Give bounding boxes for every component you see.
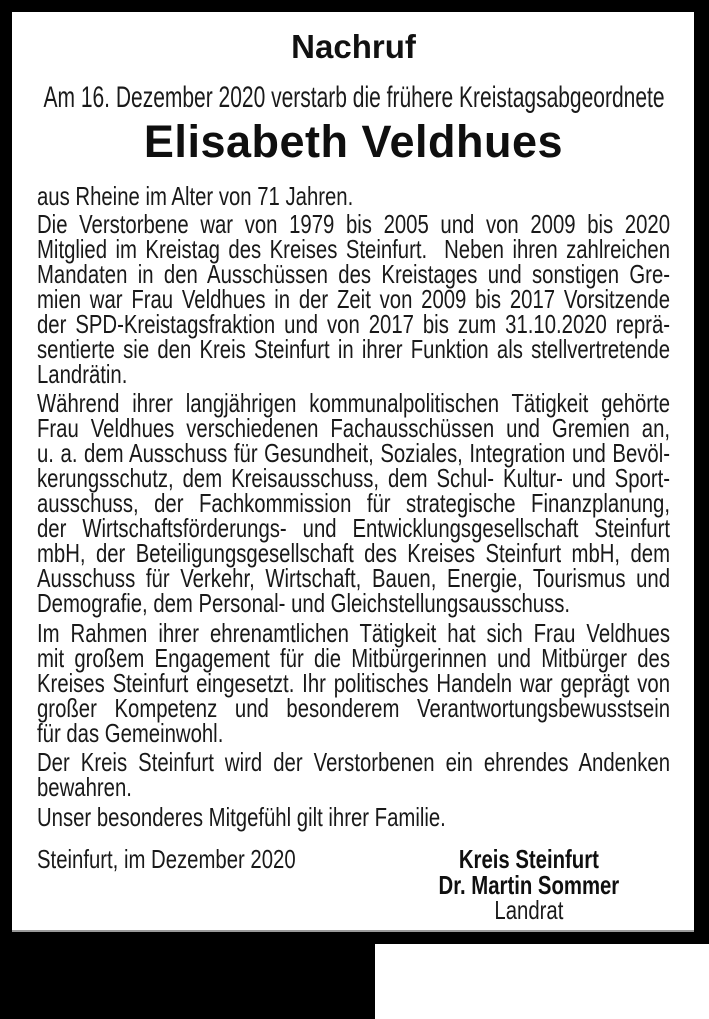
text-line: kerungsschutz, dem Kreisausschuss, dem Schul- Kultur- und Sport- xyxy=(37,463,671,493)
text-line: ausschuss, der Fachkommission für strategische Finanzplanung, xyxy=(37,488,671,518)
adjacent-blank-ad-area xyxy=(375,944,709,1019)
text-line: u. a. dem Ausschuss für Gesundheit, Soziales, Integration und Bevöl- xyxy=(37,438,671,468)
intro-line-wrap xyxy=(37,81,670,115)
text-line: Kreises Steinfurt eingesetzt. Ihr politisches Handeln war geprägt von xyxy=(37,667,671,698)
paragraph xyxy=(37,388,671,618)
text-line: Der Kreis Steinfurt wird der Verstorbenen ein ehrendes Andenken xyxy=(37,747,671,777)
deceased-name: Elisabeth Veldhues xyxy=(143,116,564,167)
notice-body xyxy=(37,181,671,925)
text-line: Frau Veldhues verschiedenen Fachausschüssen und Gremien an, xyxy=(37,413,671,443)
paragraph xyxy=(37,208,671,389)
text-line: Mandaten in den Ausschüssen des Kreistages und sonstigen Gre- xyxy=(37,258,671,289)
paragraph xyxy=(37,617,671,748)
age-line: aus Rheine im Alter von 71 Jahren. xyxy=(37,181,354,211)
body-paragraphs xyxy=(37,208,671,832)
text-line: Während ihrer langjährigen kommunalpolitischen Tätigkeit gehörte xyxy=(37,388,671,418)
signature-line: Landrat xyxy=(494,895,564,925)
text-line: mit großem Engagement für die Mitbürgerinnen und Mitbürger des xyxy=(37,642,671,673)
text-line: Demografie, dem Personal- und Gleichstellungsausschuss. xyxy=(37,588,571,618)
text-line: für das Gemeinwohl. xyxy=(37,717,224,748)
text-line: mbH, der Beteiligungsgesellschaft des Kreises Steinfurt mbH, dem xyxy=(37,538,671,568)
text-line: Die Verstorbene war von 1979 bis 2005 und von 2009 bis 2020 xyxy=(37,208,671,239)
text-line: Ausschuss für Verkehr, Wirtschaft, Bauen, Energie, Tourismus und xyxy=(37,563,671,593)
text-line: großer Kompetenz und besonderem Verantwortungsbewusstsein xyxy=(37,692,671,723)
text-line: der SPD-Kreistagsfraktion und von 2017 bis zum 31.10.2020 reprä- xyxy=(37,308,671,339)
signature-block xyxy=(438,844,620,925)
paragraph xyxy=(37,801,670,832)
text-line: mien war Frau Veldhues in der Zeit von 2009 bis 2017 Vorsitzende xyxy=(37,283,671,314)
text-line: der Wirtschaftsförderungs- und Entwicklungsgesellschaft Steinfurt xyxy=(37,513,671,543)
intro-line: Am 16. Dezember 2020 verstarb die frühere Kreistagsabgeordnete xyxy=(42,81,665,114)
signature-line: Dr. Martin Sommer xyxy=(438,869,620,900)
text-line: bewahren. xyxy=(37,772,132,802)
paragraph xyxy=(37,747,671,802)
text-line: sentierte sie den Kreis Steinfurt in ihrer Funktion als stellvertretende xyxy=(37,333,671,364)
obituary-notice xyxy=(12,12,694,932)
text-line: Landrätin. xyxy=(37,358,128,389)
text-line: Im Rahmen ihrer ehrenamtlichen Tätigkeit hat sich Frau Veldhues xyxy=(37,617,671,648)
place-date: Steinfurt, im Dezember 2020 xyxy=(37,844,296,874)
closing-row xyxy=(37,844,670,925)
text-line: Unser besonderes Mitgefühl gilt ihrer Familie. xyxy=(37,801,446,832)
signature-line: Kreis Steinfurt xyxy=(458,844,599,874)
notice-kicker: Nachruf xyxy=(291,28,416,65)
text-line: Mitglied im Kreistag des Kreises Steinfurt. Neben ihren zahlreichen xyxy=(37,233,671,264)
